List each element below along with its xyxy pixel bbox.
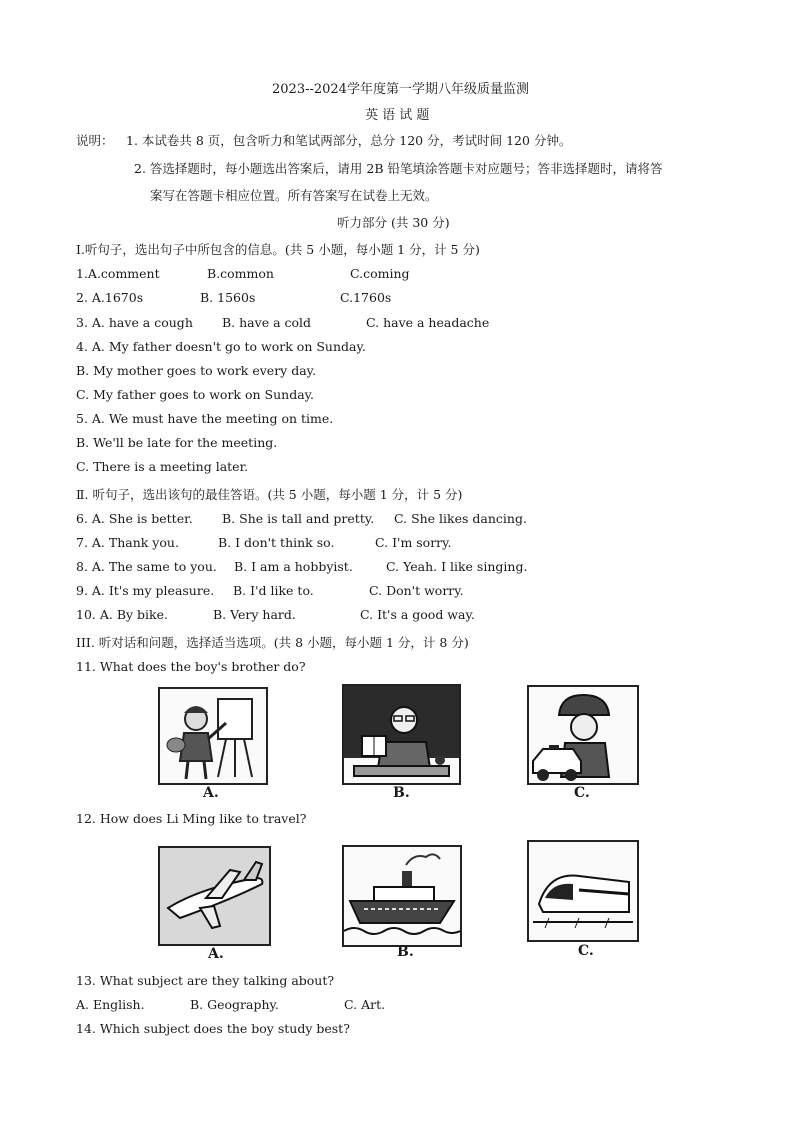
- q1-option-b: B.common: [207, 266, 274, 281]
- ship-icon: [344, 847, 460, 945]
- policeman-icon: [529, 687, 637, 783]
- q10-option-a: 10. A. By bike.: [76, 607, 168, 622]
- q12-picture-plane: [158, 846, 271, 946]
- q7-option-b: B. I don't think so.: [218, 535, 335, 550]
- q13-option-a: A. English.: [76, 997, 145, 1012]
- q7-option-c: C. I'm sorry.: [375, 535, 452, 550]
- listening-part-title: 听力部分 (共 30 分): [337, 215, 450, 230]
- q11-label-a: A.: [203, 785, 219, 801]
- q8-option-b: B. I am a hobbyist.: [234, 559, 353, 574]
- q5-option-b: B. We'll be late for the meeting.: [76, 435, 278, 450]
- q1-option-a: 1.A.comment: [76, 266, 160, 281]
- q6-option-a: 6. A. She is better.: [76, 511, 193, 526]
- q12-picture-ship: [342, 845, 462, 947]
- section-2-heading: Ⅱ. 听句子，选出该句的最佳答语。(共 5 小题，每小题 1 分，计 5 分): [76, 487, 463, 502]
- q7-option-a: 7. A. Thank you.: [76, 535, 179, 550]
- q5-option-a: 5. A. We must have the meeting on time.: [76, 411, 334, 426]
- notes-label: 说明：: [76, 133, 114, 148]
- section-3-heading: III. 听对话和问题，选择适当选项。(共 8 小题，每小题 1 分，计 8 分): [76, 635, 469, 650]
- q4-option-c: C. My father goes to work on Sunday.: [76, 387, 315, 402]
- q12-label-c: C.: [578, 943, 594, 959]
- notes-line-2: 2. 答选择题时，每小题选出答案后，请用 2B 铅笔填涂答题卡对应题号；答非选择题时，请将答: [134, 161, 663, 176]
- q6-option-c: C. She likes dancing.: [394, 511, 527, 526]
- q12-label-b: B.: [397, 944, 414, 960]
- q3-option-c: C. have a headache: [366, 315, 490, 330]
- q4-option-a: 4. A. My father doesn't go to work on Sunday.: [76, 339, 366, 354]
- q9-option-a: 9. A. It's my pleasure.: [76, 583, 215, 598]
- q10-option-b: B. Very hard.: [213, 607, 296, 622]
- q13-option-b: B. Geography.: [190, 997, 279, 1012]
- q11-picture-teacher: [342, 684, 461, 785]
- q9-option-c: C. Don't worry.: [369, 583, 464, 598]
- q12-question: 12. How does Li Ming like to travel?: [76, 811, 307, 826]
- q3-option-b: B. have a cold: [222, 315, 312, 330]
- q5-option-c: C. There is a meeting later.: [76, 459, 249, 474]
- painter-icon: [160, 689, 266, 783]
- q13-option-c: C. Art.: [344, 997, 386, 1012]
- q1-option-c: C.coming: [350, 266, 410, 281]
- q11-label-c: C.: [574, 785, 590, 801]
- q4-option-b: B. My mother goes to work every day.: [76, 363, 317, 378]
- notes-line-3: 案写在答题卡相应位置。所有答案写在试卷上无效。: [150, 188, 438, 203]
- q12-label-a: A.: [208, 946, 224, 962]
- plane-icon: [160, 848, 269, 944]
- q11-picture-policeman: [527, 685, 639, 785]
- exam-title: 2023--2024学年度第一学期八年级质量监测: [272, 82, 529, 97]
- q10-option-c: C. It's a good way.: [360, 607, 475, 622]
- notes-line-1: 1. 本试卷共 8 页，包含听力和笔试两部分，总分 120 分，考试时间 120 分钟。: [126, 133, 572, 148]
- train-icon: [529, 842, 637, 940]
- teacher-icon: [344, 686, 459, 783]
- q8-option-a: 8. A. The same to you.: [76, 559, 217, 574]
- q11-label-b: B.: [393, 785, 410, 801]
- q2-option-c: C.1760s: [340, 290, 392, 305]
- section-1-heading: I.听句子，选出句子中所包含的信息。(共 5 小题，每小题 1 分，计 5 分): [76, 242, 480, 257]
- q13-question: 13. What subject are they talking about?: [76, 973, 335, 988]
- q8-option-c: C. Yeah. I like singing.: [386, 559, 528, 574]
- q12-picture-train: [527, 840, 639, 942]
- q9-option-b: B. I'd like to.: [233, 583, 314, 598]
- q11-picture-painter: [158, 687, 268, 785]
- q2-option-a: 2. A.1670s: [76, 290, 144, 305]
- q6-option-b: B. She is tall and pretty.: [222, 511, 375, 526]
- q2-option-b: B. 1560s: [200, 290, 256, 305]
- q3-option-a: 3. A. have a cough: [76, 315, 193, 330]
- exam-subtitle: 英 语 试 题: [365, 108, 430, 123]
- q11-question: 11. What does the boy's brother do?: [76, 659, 306, 674]
- q14-question: 14. Which subject does the boy study best?: [76, 1021, 350, 1036]
